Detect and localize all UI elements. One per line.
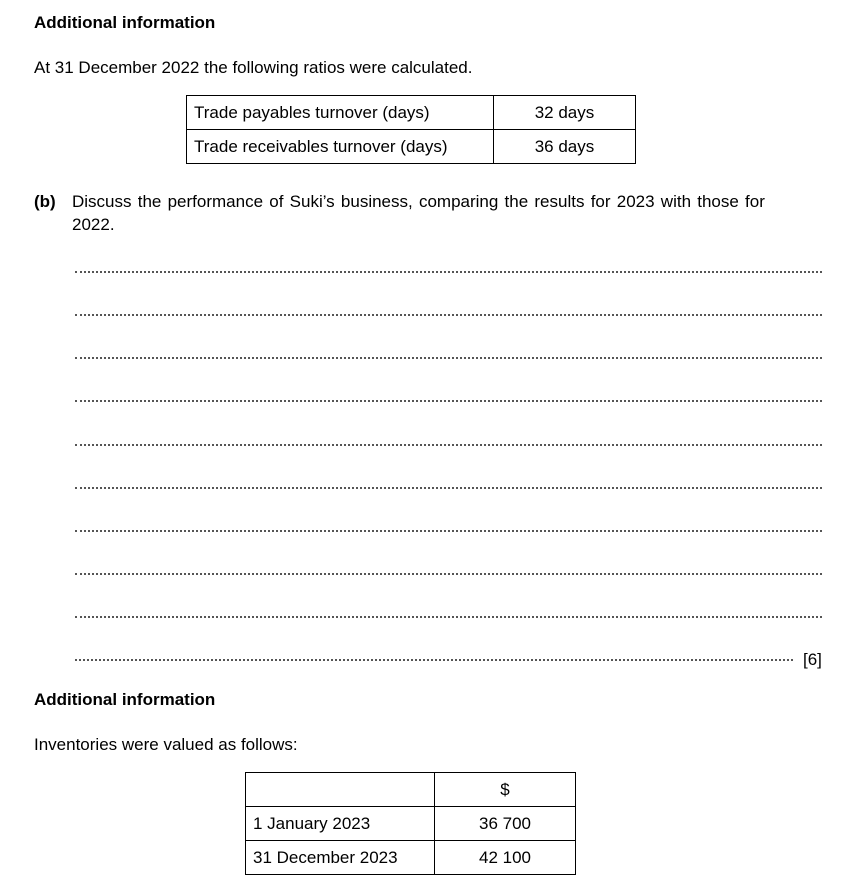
table-row	[246, 841, 576, 875]
question-text-cont: 2022.	[72, 215, 115, 234]
inventory-value: 36 700	[435, 807, 576, 841]
question-number: (b)	[34, 192, 56, 211]
empty-header-cell	[246, 773, 435, 807]
ratio-value: 32 days	[494, 96, 636, 130]
answer-line[interactable]	[75, 271, 822, 273]
answer-line[interactable]	[75, 573, 822, 575]
section-heading: Additional information	[34, 690, 216, 709]
marks-label: [6]	[803, 650, 822, 669]
section-heading: Additional information	[34, 13, 216, 32]
table-row	[246, 807, 576, 841]
table-header-row	[246, 773, 576, 807]
ratios-table	[186, 95, 636, 164]
answer-line[interactable]	[75, 314, 822, 316]
answer-line[interactable]	[75, 487, 822, 489]
inventory-date: 1 January 2023	[246, 807, 435, 841]
inventory-value: 42 100	[435, 841, 576, 875]
inventory-date: 31 December 2023	[246, 841, 435, 875]
answer-line[interactable]	[75, 357, 822, 359]
answer-line[interactable]	[75, 659, 793, 661]
answer-line[interactable]	[75, 444, 822, 446]
ratio-label: Trade receivables turnover (days)	[187, 130, 494, 164]
inventories-table	[245, 772, 576, 875]
answer-line[interactable]	[75, 530, 822, 532]
table-row	[187, 96, 636, 130]
answer-line[interactable]	[75, 616, 822, 618]
ratio-value: 36 days	[494, 130, 636, 164]
table-row	[187, 130, 636, 164]
inventories-intro: Inventories were valued as follows:	[34, 735, 298, 754]
currency-header: $	[435, 773, 576, 807]
question-text: Discuss the performance of Suki’s business, comparing the results for 2023 with those for	[72, 192, 765, 211]
ratios-intro: At 31 December 2022 the following ratios were calculated.	[34, 58, 473, 77]
ratio-label: Trade payables turnover (days)	[187, 96, 494, 130]
answer-line[interactable]	[75, 400, 822, 402]
